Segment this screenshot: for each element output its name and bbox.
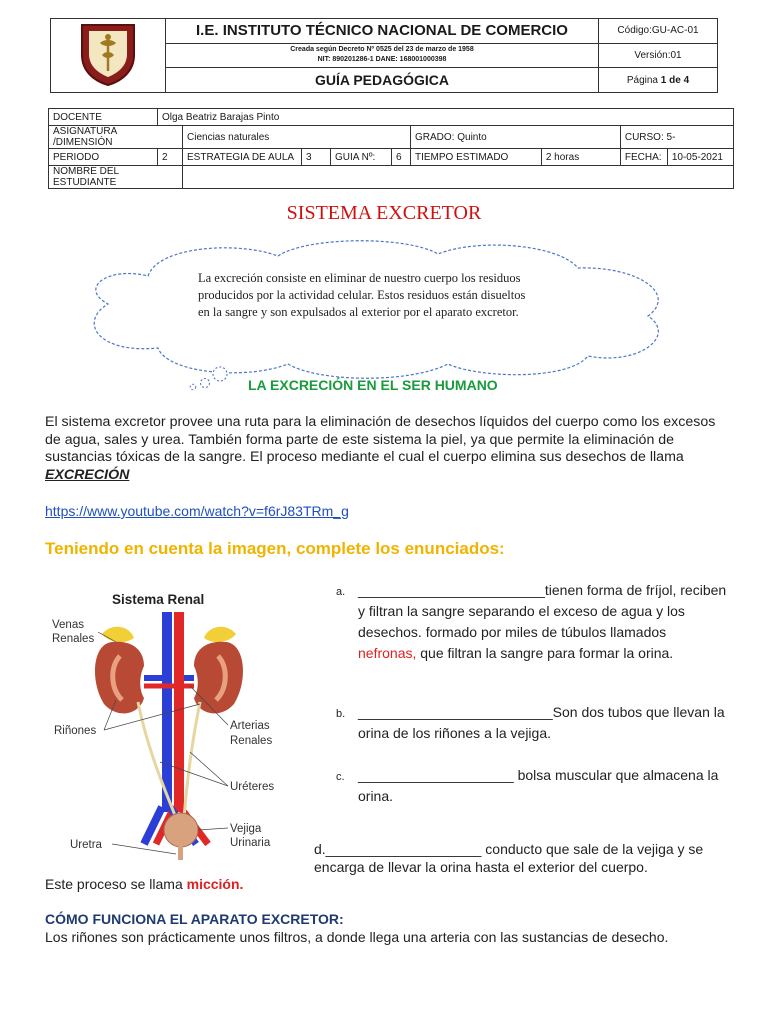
decree-text: Creada según Decreto Nº 0525 del 23 de marzo de 1958 — [290, 46, 474, 54]
instruction-heading: Teniendo en cuenta la imagen, complete los enunciados: — [45, 539, 505, 558]
label-urinaria: Urinaria — [230, 837, 271, 849]
question-c-text: ____________________ bolsa muscular que almacena la orina. — [358, 767, 719, 804]
fecha-value: 10-05-2021 — [667, 149, 733, 166]
urethra — [178, 846, 183, 860]
decree-info — [166, 43, 599, 68]
logo-cell — [51, 19, 166, 93]
label-venas: Venas — [52, 619, 84, 631]
periodo-value: 2 — [158, 149, 183, 166]
aorta — [174, 612, 184, 812]
pointer-uretra — [112, 844, 176, 854]
fecha-label: FECHA: — [620, 149, 667, 166]
asignatura-label: ASIGNATURA /DIMENSIÓN — [49, 126, 183, 149]
question-b-marker: b. — [336, 708, 346, 720]
grado-value: GRADO: Quinto — [411, 126, 621, 149]
label-arterias: Arterias — [230, 720, 270, 732]
estudiante-label: NOMBRE DEL ESTUDIANTE — [49, 166, 183, 189]
label-ureteres: Uréteres — [230, 781, 275, 793]
docente-label: DOCENTE — [49, 109, 158, 126]
label-renales-venas: Renales — [52, 633, 95, 645]
pointer-ureteres — [190, 752, 228, 786]
nit-text: NIT: 890201286-1 DANE: 168001000398 — [317, 56, 447, 64]
docente-value: Olga Beatriz Barajas Pinto — [158, 109, 734, 126]
page-title: SISTEMA EXCRETOR — [286, 202, 482, 224]
question-a-marker: a. — [336, 586, 346, 598]
tiempo-value: 2 horas — [541, 149, 620, 166]
label-rinones: Riñones — [54, 725, 97, 737]
guia-value: 6 — [392, 149, 411, 166]
question-c-marker: c. — [336, 771, 345, 783]
question-a — [336, 580, 728, 664]
intro-paragraph — [45, 414, 735, 484]
right-adrenal-gland — [204, 627, 236, 642]
bladder — [164, 813, 198, 847]
question-a-text: ________________________tienen forma de fríjol, reciben y filtran la sangre separando el exceso de agua y los desechos. formado por miles de túbulos llamados — [358, 582, 727, 640]
youtube-link[interactable]: https://www.youtube.com/watch?v=f6rJ83TRm_g — [45, 503, 349, 519]
info-table — [48, 108, 734, 189]
periodo-label: PERIODO — [49, 149, 158, 166]
diagram-title: Sistema Renal — [112, 592, 205, 607]
estrategia-value: 3 — [302, 149, 331, 166]
miccion-term: micción. — [186, 876, 244, 892]
intro-text: El sistema excretor provee una ruta para la eliminación de desechos líquidos del cuerpo como los excesos de agua, sales y urea. También forma parte de este sistema la piel, ya que permite la eliminación de sustancias tóxicas de la sangre. El proceso mediante el cual el cuerpo elimina sus desechos de llama — [45, 414, 716, 465]
estudiante-field[interactable] — [183, 166, 734, 189]
question-a-text-end: que filtran la sangre para formar la orina. — [416, 645, 674, 661]
nefronas-term: nefronas, — [358, 645, 417, 661]
curso-value: CURSO: 5- — [620, 126, 733, 149]
question-d: d.____________________ conducto que sale de la vejiga y se encarga de llevar la orina hasta el exterior del cuerpo. — [314, 841, 704, 875]
right-ureter — [184, 702, 200, 818]
excrecion-term: EXCRECIÓN — [45, 466, 130, 483]
header-table — [50, 18, 718, 93]
question-c — [336, 765, 728, 807]
section-heading-function: CÓMO FUNCIONA EL APARATO EXCRETOR: — [45, 911, 344, 927]
school-shield-logo — [78, 21, 138, 87]
proceso-text: Este proceso se llama — [45, 876, 187, 892]
section-subtitle: LA EXCRECIÓN EN EL SER HUMANO — [248, 377, 498, 393]
question-b — [336, 702, 728, 744]
label-uretra: Uretra — [70, 839, 102, 851]
renal-system-diagram — [40, 582, 298, 872]
doc-code: Código:GU-AC-01 — [599, 19, 718, 44]
cloud-text: La excreción consiste en eliminar de nuestro cuerpo los residuos producidos por la actividad celular. Estos residuos están disueltos en la sangre y son expulsados al exterior por el aparato excretor. — [198, 271, 526, 319]
function-text: Los riñones son prácticamente unos filtros, a donde llega una arteria con las sustancias de desecho. — [45, 929, 669, 945]
left-adrenal-gland — [102, 627, 134, 642]
label-vejiga: Vejiga — [230, 823, 262, 835]
page-indicator — [599, 68, 718, 93]
doc-type: GUÍA PEDAGÓGICA — [166, 68, 599, 93]
question-b-text: _________________________Son dos tubos que llevan la orina de los riñones a la vejiga. — [358, 704, 725, 741]
guia-label: GUIA Nº: — [331, 149, 392, 166]
page-prefix: Página — [626, 74, 661, 86]
page-number: 1 de 4 — [660, 74, 690, 86]
estrategia-label: ESTRATEGIA DE AULA — [183, 149, 302, 166]
institution-name: I.E. INSTITUTO TÉCNICO NACIONAL DE COMERCIO — [166, 19, 599, 44]
pointer-vejiga — [198, 828, 228, 830]
proceso-line — [45, 876, 243, 892]
tiempo-label: TIEMPO ESTIMADO — [411, 149, 542, 166]
doc-version: Versión:01 — [599, 43, 718, 68]
asignatura-value: Ciencias naturales — [183, 126, 411, 149]
label-renales-arterias: Renales — [230, 735, 273, 747]
